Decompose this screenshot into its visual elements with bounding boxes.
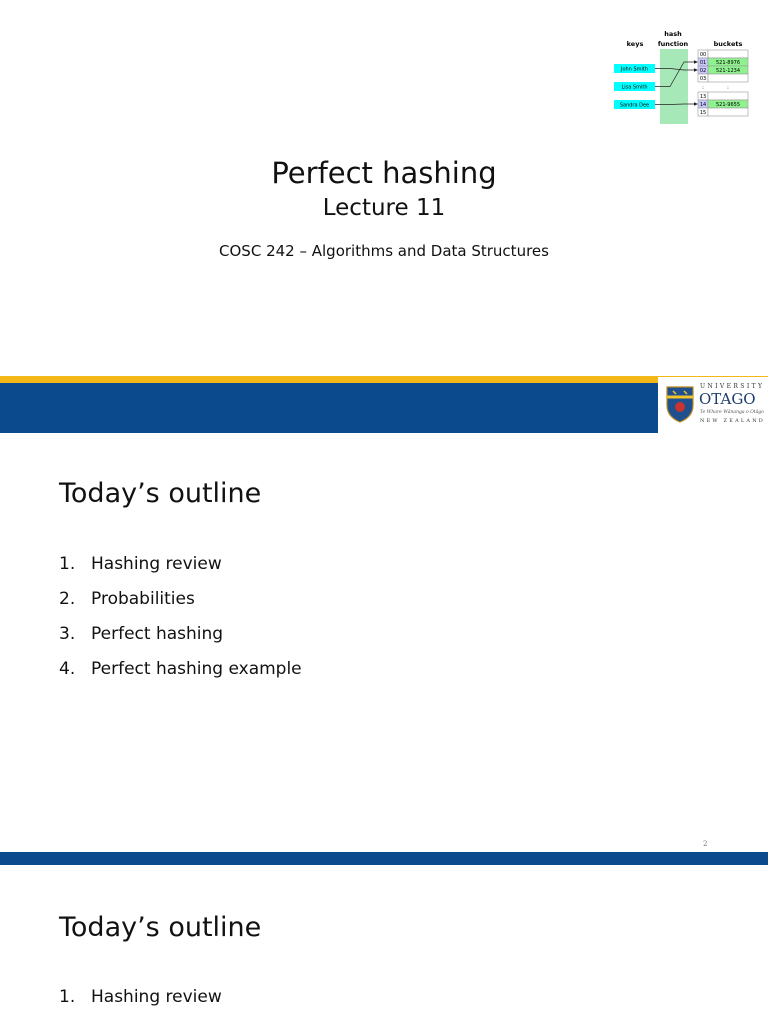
bucket-index-label: 14	[699, 102, 707, 108]
logo-otago-text: OTAGO	[699, 390, 756, 408]
outline-item-number: 4.	[59, 659, 76, 679]
outline-list	[59, 987, 222, 1022]
outline-item-number: 3.	[59, 624, 76, 644]
bucket-value-ellipsis: :	[727, 85, 729, 91]
outline-item-number: 2.	[59, 589, 76, 609]
header-gold-stripe	[0, 376, 768, 383]
key-label: Lisa Smith	[621, 84, 648, 91]
crest-icon	[665, 385, 695, 423]
outline-item-text: Perfect hashing	[91, 624, 224, 644]
diagram-buckets-header: buckets	[713, 40, 743, 48]
arrow-head	[694, 60, 698, 63]
bucket-value	[708, 108, 748, 116]
bucket-index-label: 01	[699, 60, 707, 66]
outline-item	[59, 624, 302, 659]
arrow-head	[694, 102, 698, 105]
hash-table-diagram	[608, 26, 758, 126]
title-slide	[0, 0, 768, 376]
diagram-keys-header: keys	[626, 40, 644, 48]
logo-country-text: NEW ZEALAND	[700, 418, 766, 424]
outline-item	[59, 589, 302, 624]
outline-slide	[0, 376, 768, 865]
slide-heading: Today’s outline	[59, 478, 262, 509]
outline-item-text: Hashing review	[91, 554, 222, 574]
outline-item-number: 1.	[59, 987, 76, 1007]
outline-item	[59, 554, 302, 589]
bucket-value-label: 521-1234	[715, 68, 741, 74]
bucket-index-label: 00	[699, 52, 707, 58]
key-label: Sandra Dee	[619, 102, 650, 109]
bucket-index-label: 13	[699, 94, 707, 100]
outline-item-text: Hashing review	[91, 987, 222, 1007]
course-name: COSC 242 – Algorithms and Data Structures	[219, 242, 549, 260]
key-label: John Smith	[620, 66, 649, 73]
outline-item-text: Probabilities	[91, 589, 195, 609]
slide-title: Perfect hashing	[271, 156, 497, 190]
outline-slide-continued	[0, 865, 768, 1024]
outline-item-text: Perfect hashing example	[91, 659, 302, 679]
outline-item	[59, 659, 302, 694]
outline-item	[59, 987, 222, 1022]
logo-university-text: UNIVERSITY	[700, 383, 765, 390]
diagram-hash-header-2: function	[657, 40, 689, 48]
footer-blue-band	[0, 852, 768, 865]
outline-item-number: 1.	[59, 554, 76, 574]
lecture-number: Lecture 11	[322, 195, 446, 221]
logo-maori-text: Te Whare Wānanga o Otāgo	[700, 410, 764, 415]
bucket-value-label: 521-8976	[715, 60, 741, 66]
slide-heading: Today’s outline	[59, 912, 262, 943]
bucket-value-label: 521-9655	[715, 102, 741, 108]
bucket-index-label: 15	[699, 110, 707, 116]
header-blue-band	[0, 383, 768, 433]
bucket-value	[708, 50, 748, 58]
bucket-index-ellipsis: :	[702, 85, 704, 91]
bucket-index-label: 02	[699, 68, 707, 74]
bucket-value	[708, 74, 748, 82]
bucket-index-label: 03	[699, 76, 707, 82]
arrow-head	[694, 68, 698, 71]
university-logo	[658, 377, 768, 433]
diagram-hash-header-1: hash	[664, 30, 682, 38]
bucket-value	[708, 92, 748, 100]
page-number: 2	[703, 840, 708, 848]
outline-list	[59, 554, 302, 694]
